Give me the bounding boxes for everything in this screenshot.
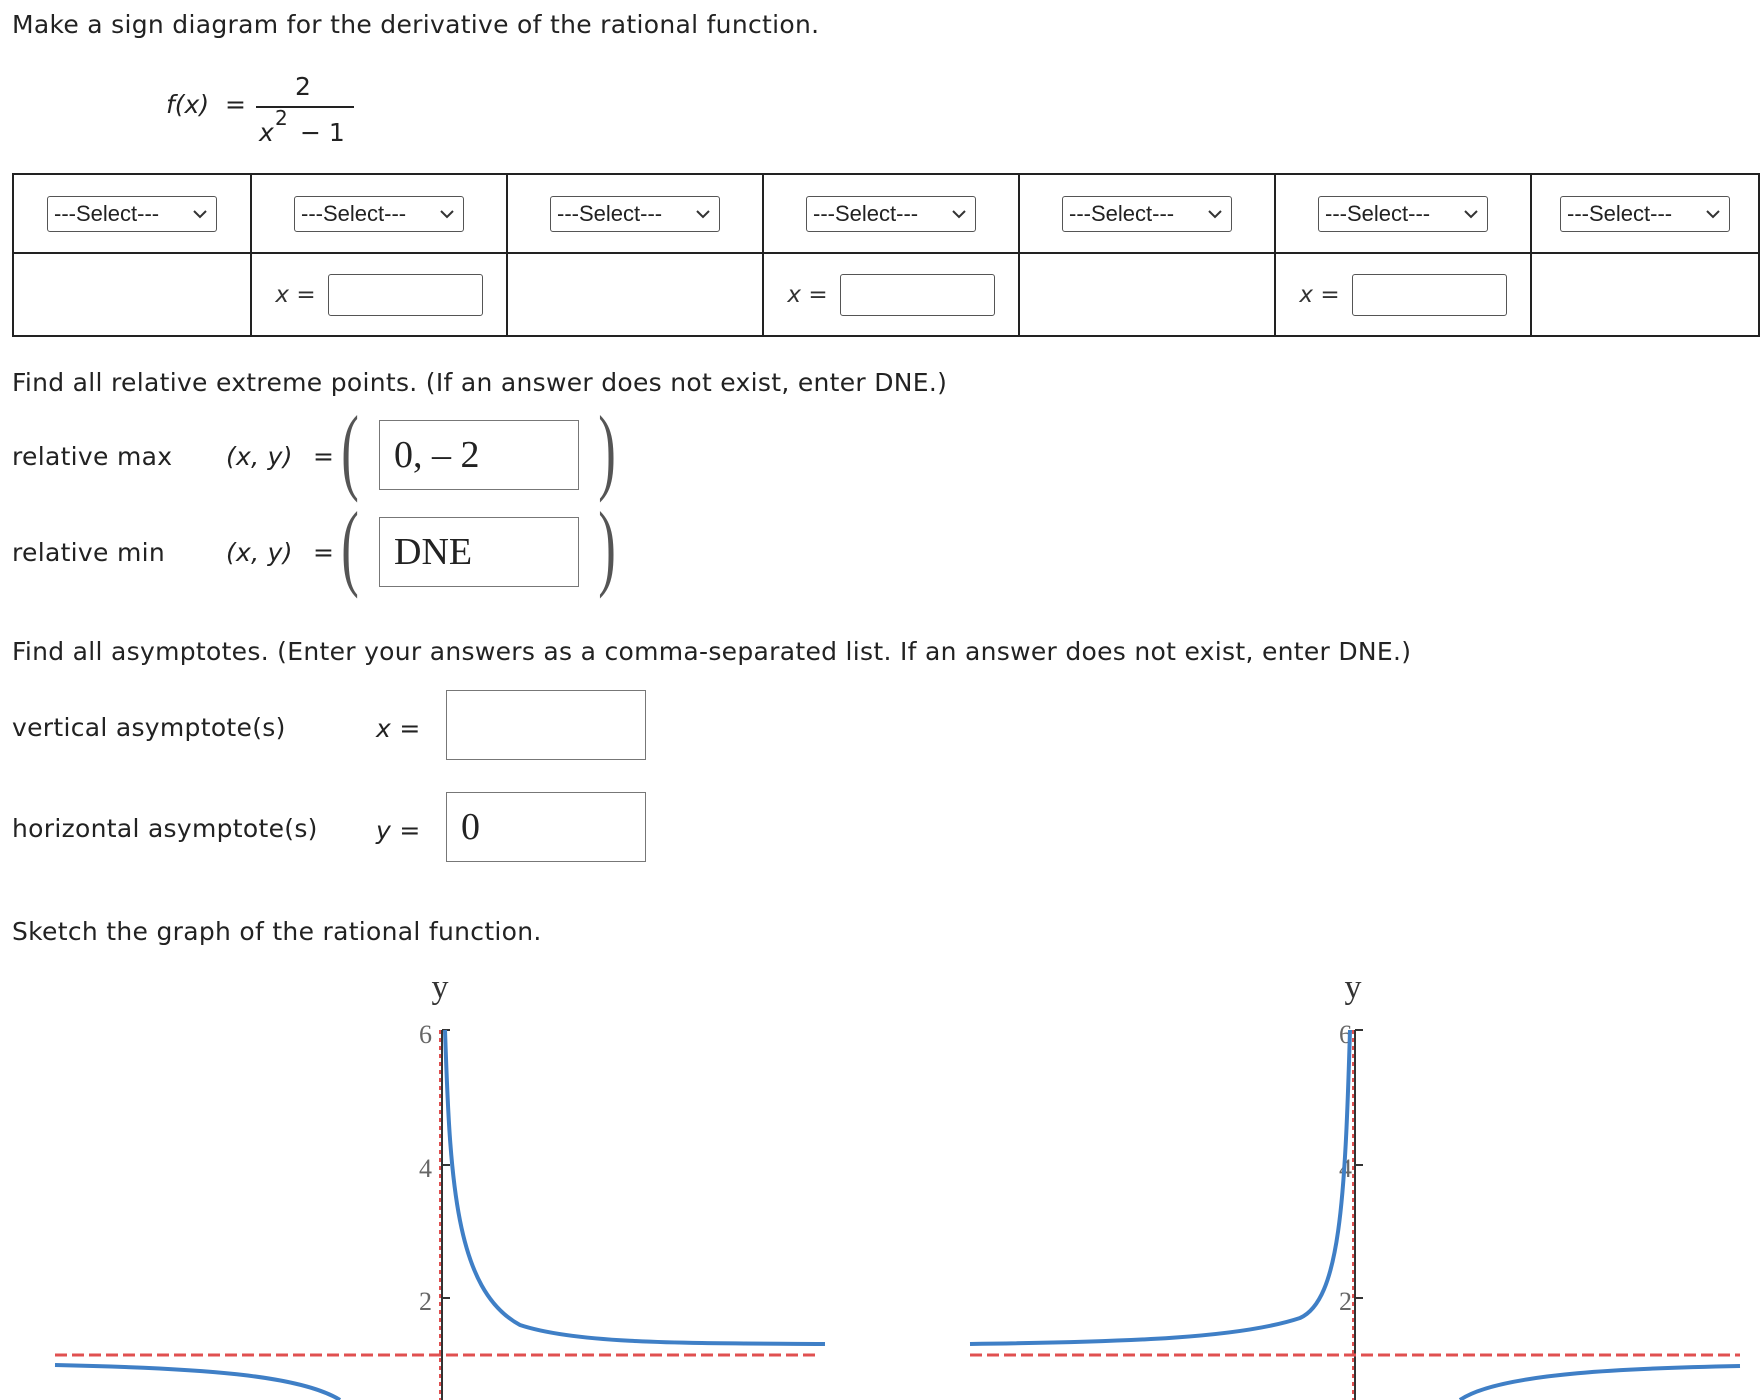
left-paren: ( xyxy=(341,492,359,599)
relative-min-input[interactable]: DNE xyxy=(379,517,579,587)
denominator-exponent: 2 xyxy=(275,106,288,130)
x-equals-label: x = xyxy=(787,281,828,308)
curve-left-branch xyxy=(55,1365,340,1400)
chevron-down-icon xyxy=(1463,209,1479,219)
instruction-sketch: Sketch the graph of the rational function. xyxy=(12,917,542,946)
tick-label-4: 4 xyxy=(419,1154,432,1183)
relative-max-label: relative max xyxy=(12,442,173,471)
critical-x-input-1[interactable] xyxy=(328,274,483,316)
sign-cell-7 xyxy=(1531,174,1759,253)
fraction-bar xyxy=(256,106,354,108)
horizontal-asymptote-label: horizontal asymptote(s) xyxy=(12,814,318,843)
sign-cell-3 xyxy=(507,174,763,253)
y-axis-label: y xyxy=(1344,969,1362,1006)
sign-select-1[interactable]: ---Select--- xyxy=(47,196,217,232)
y-axis-label: y xyxy=(431,969,449,1006)
denominator-base: x xyxy=(259,118,274,147)
point-cell-empty-4 xyxy=(1531,253,1759,336)
point-cell-empty-3 xyxy=(1019,253,1275,336)
tick-label-6: 6 xyxy=(419,1020,432,1049)
chevron-down-icon xyxy=(1705,209,1721,219)
left-paren: ( xyxy=(341,396,359,503)
sign-cell-5 xyxy=(1019,174,1275,253)
sign-cell-4 xyxy=(763,174,1019,253)
critical-x-input-2[interactable] xyxy=(840,274,995,316)
right-paren: ) xyxy=(598,396,616,503)
denominator-rest: − 1 xyxy=(300,118,345,147)
right-paren: ) xyxy=(598,492,616,599)
sign-cell-6 xyxy=(1275,174,1531,253)
chevron-down-icon xyxy=(951,209,967,219)
tick-label-2: 2 xyxy=(419,1287,432,1316)
point-cell-2 xyxy=(763,253,1019,336)
chevron-down-icon xyxy=(192,209,208,219)
chevron-down-icon xyxy=(695,209,711,219)
tick-label-4: 4 xyxy=(1339,1154,1352,1183)
sign-select-3[interactable]: ---Select--- xyxy=(550,196,720,232)
curve-left-branch xyxy=(970,1030,1350,1344)
relative-max-xy-label: (x, y) xyxy=(226,442,293,471)
instruction-extrema: Find all relative extreme points. (If an answer does not exist, enter DNE.) xyxy=(12,368,948,397)
instruction-asymptotes: Find all asymptotes. (Enter your answers as a comma-separated list. If an answer does not exist, enter DNE.) xyxy=(12,637,1412,666)
x-equals-label: x = xyxy=(275,281,316,308)
critical-x-input-3[interactable] xyxy=(1352,274,1507,316)
relative-min-xy-label: (x, y) xyxy=(226,538,293,567)
sign-select-5[interactable]: ---Select--- xyxy=(1062,196,1232,232)
chevron-down-icon xyxy=(1207,209,1223,219)
curve-right-branch xyxy=(1460,1366,1740,1400)
tick-label-2: 2 xyxy=(1339,1287,1352,1316)
graph-option-2[interactable] xyxy=(880,960,1764,1400)
function-equals: = xyxy=(225,90,246,119)
function-lhs: f(x) xyxy=(166,90,210,119)
vertical-asymptote-equals: x = xyxy=(376,714,421,743)
sign-select-4[interactable]: ---Select--- xyxy=(806,196,976,232)
point-cell-empty-2 xyxy=(507,253,763,336)
sign-cell-2 xyxy=(251,174,507,253)
relative-min-equals: = xyxy=(313,538,335,567)
chevron-down-icon xyxy=(439,209,455,219)
instruction-sign-diagram: Make a sign diagram for the derivative of the rational function. xyxy=(12,10,820,39)
point-cell-1 xyxy=(251,253,507,336)
sign-select-7[interactable]: ---Select--- xyxy=(1560,196,1730,232)
graph-option-1[interactable] xyxy=(0,960,860,1400)
point-cell-empty-1 xyxy=(13,253,251,336)
x-equals-label: x = xyxy=(1299,281,1340,308)
sign-select-6[interactable]: ---Select--- xyxy=(1318,196,1488,232)
point-cell-3 xyxy=(1275,253,1531,336)
vertical-asymptote-label: vertical asymptote(s) xyxy=(12,713,286,742)
relative-max-input[interactable]: 0, – 2 xyxy=(379,420,579,490)
sign-select-2[interactable]: ---Select--- xyxy=(294,196,464,232)
relative-max-equals: = xyxy=(313,442,335,471)
function-numerator: 2 xyxy=(295,72,311,101)
vertical-asymptote-input[interactable] xyxy=(446,690,646,760)
tick-label-6: 6 xyxy=(1339,1020,1352,1049)
sign-diagram-table xyxy=(12,173,1760,337)
relative-min-label: relative min xyxy=(12,538,165,567)
sign-cell-1 xyxy=(13,174,251,253)
horizontal-asymptote-equals: y = xyxy=(376,816,421,845)
curve-right-branch xyxy=(445,1030,825,1344)
horizontal-asymptote-input[interactable]: 0 xyxy=(446,792,646,862)
